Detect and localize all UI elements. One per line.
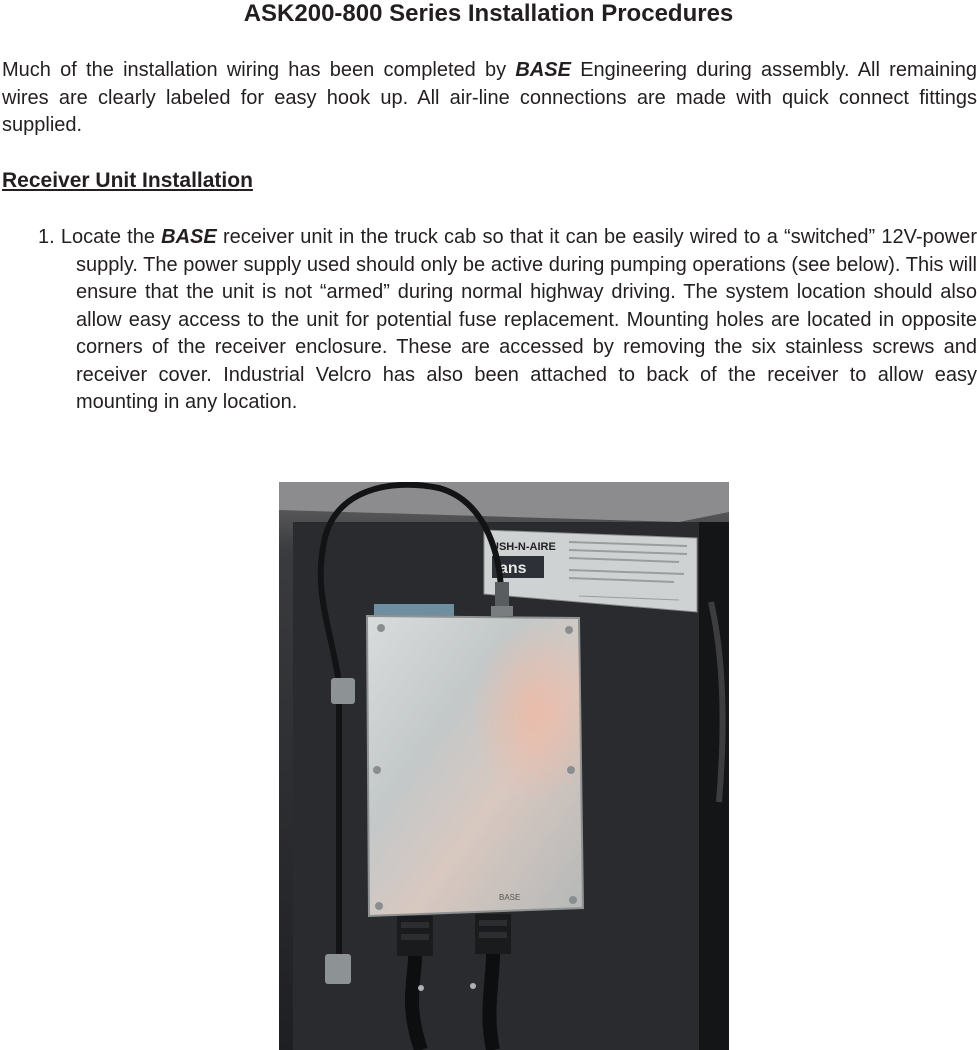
intro-text-end: Engineering during assembly. All remaining wires are clearly labeled for easy hook up. All air-line connections are made with quick connect fittings supplied.	[2, 59, 977, 136]
cable-clip	[331, 678, 355, 704]
brand-name: BASE	[515, 59, 571, 81]
brand-name: BASE	[161, 226, 217, 248]
step-text-start: Locate the	[60, 226, 162, 248]
plate-brand-text: USH-N-AIRE	[491, 541, 556, 553]
cable-clip	[325, 954, 351, 984]
step-1-paragraph	[38, 224, 977, 417]
receiver-enclosure	[367, 616, 583, 916]
step-number: 1.	[38, 226, 61, 248]
receiver-unit-photo	[279, 482, 729, 1050]
page-title: ASK200-800 Series Installation Procedures	[243, 0, 734, 27]
unit-marking: BASE	[499, 893, 521, 902]
intro-paragraph	[2, 57, 977, 140]
step-text-end: receiver unit in the truck cab so that it can be easily wired to a “switched” 12V-power supply. The power supply used should only be active during pumping operations (see below). This will ensure that the unit is not “armed” during normal highway driving. The system location should also allow easy access to the unit for potential fuse replacement. Mounting holes are located in opposite corners of the receiver enclosure. These are accessed by removing the six stainless screws and receiver cover. Industrial Velcro has also been attached to back of the receiver to allow easy mounting in any location.	[76, 226, 977, 413]
plate-logo-text: ans	[499, 560, 527, 577]
intro-text-start: Much of the installation wiring has been completed by	[2, 59, 516, 81]
section-heading: Receiver Unit Installation	[2, 169, 253, 192]
